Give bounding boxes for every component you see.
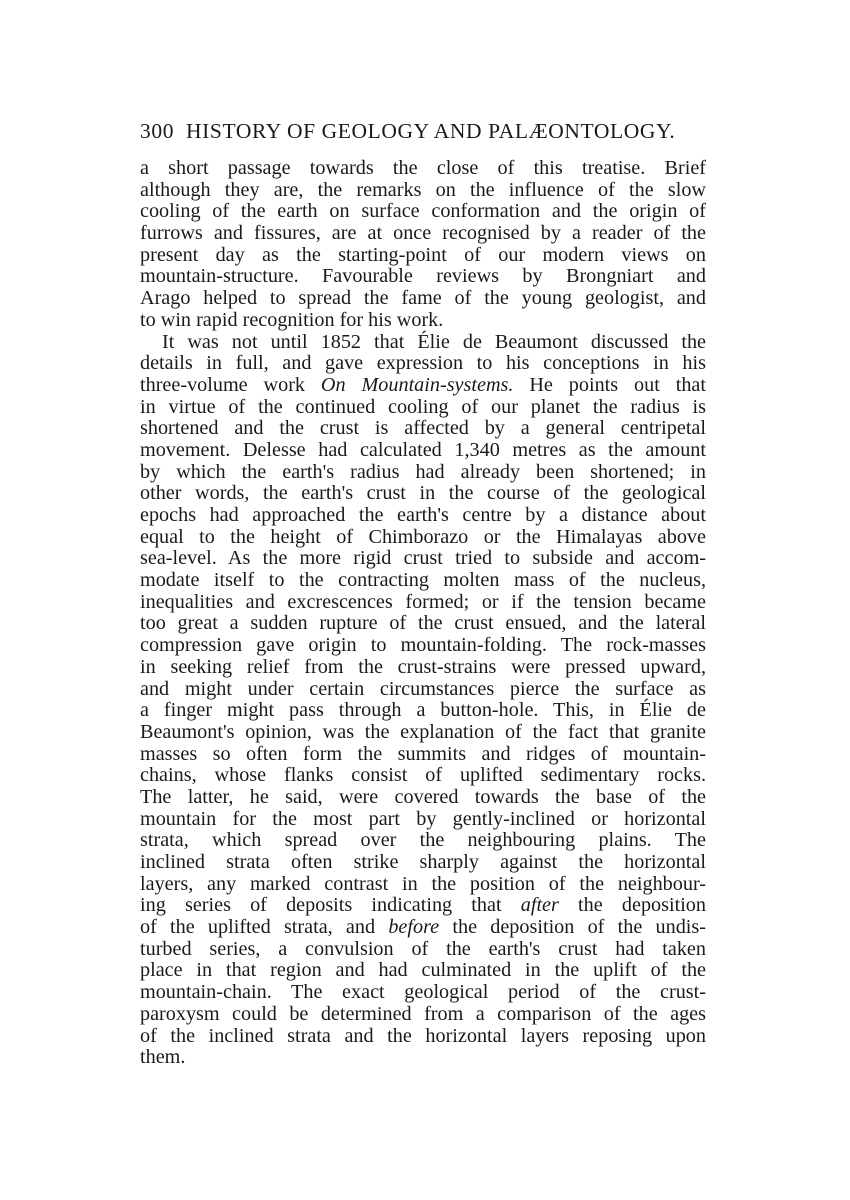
text-line bbox=[140, 765, 706, 787]
text-line bbox=[140, 722, 706, 744]
text-line bbox=[140, 266, 706, 288]
line-text: the deposition of the undis- bbox=[439, 916, 706, 939]
line-text: mountain-chain. The exact geological period of the crust- bbox=[140, 981, 706, 1004]
text-line bbox=[140, 613, 706, 635]
line-text: masses so often form the summits and ridges of mountain- bbox=[140, 742, 706, 765]
line-text: modate itself to the contracting molten mass of the nucleus, bbox=[140, 569, 706, 592]
line-text: mountain-structure. Favourable reviews by Brongniart and bbox=[140, 265, 706, 288]
text-line bbox=[140, 548, 706, 570]
text-line bbox=[140, 917, 706, 939]
text-line bbox=[140, 809, 706, 831]
line-text: Arago helped to spread the fame of the young geologist, and bbox=[140, 287, 706, 310]
italic-text: On Mountain-systems. bbox=[320, 373, 514, 396]
line-text: compression gave origin to mountain-folding. The rock-masses bbox=[140, 634, 706, 657]
line-text: of the inclined strata and the horizontal layers reposing upon bbox=[140, 1024, 706, 1047]
text-line bbox=[140, 310, 706, 332]
line-text: epochs had approached the earth's centre by a distance about bbox=[140, 504, 706, 526]
text-line bbox=[140, 418, 706, 440]
line-text: to win rapid recognition for his work. bbox=[140, 308, 444, 331]
text-line bbox=[140, 505, 706, 527]
text-line bbox=[140, 201, 706, 223]
line-text: It was not until 1852 that Élie de Beaumont discussed the bbox=[162, 330, 706, 353]
line-text: sea-level. As the more rigid crust tried to subside and accom- bbox=[140, 547, 706, 570]
text-line bbox=[140, 1047, 706, 1069]
text-line bbox=[140, 288, 706, 310]
line-text: inequalities and excrescences formed; or if the tension became bbox=[140, 590, 706, 613]
line-text: ing series of deposits indicating that bbox=[140, 894, 521, 917]
line-text: details in full, and gave expression to his conceptions in his bbox=[140, 352, 706, 375]
text-line bbox=[140, 397, 706, 419]
text-line bbox=[140, 939, 706, 961]
text-line bbox=[140, 527, 706, 549]
text-line bbox=[140, 158, 706, 180]
line-text: although they are, the remarks on the influence of the slow bbox=[140, 178, 706, 201]
text-line bbox=[140, 570, 706, 592]
line-text: layers, any marked contrast in the position of the neighbour- bbox=[140, 872, 706, 895]
line-text: cooling of the earth on surface conformation and the origin of bbox=[140, 200, 706, 223]
line-text: shortened and the crust is affected by a general centripetal bbox=[140, 417, 706, 440]
text-line bbox=[140, 874, 706, 896]
line-text: place in that region and had culminated in the uplift of the bbox=[140, 959, 706, 982]
line-text: too great a sudden rupture of the crust ensued, and the lateral bbox=[140, 612, 706, 635]
line-text: in virtue of the continued cooling of our planet the radius is bbox=[140, 395, 706, 418]
italic-text: after bbox=[520, 894, 559, 917]
line-text: furrows and fissures, are at once recognised by a reader of the bbox=[140, 222, 706, 245]
line-text: mountain for the most part by gently-inclined or horizontal bbox=[140, 807, 706, 830]
line-text: a finger might pass through a button-hole. This, in Élie de bbox=[140, 699, 706, 722]
line-text: Beaumont's opinion, was the explanation of the fact that granite bbox=[140, 720, 706, 743]
line-text: equal to the height of Chimborazo or the Himalayas above bbox=[140, 525, 706, 548]
text-line bbox=[140, 180, 706, 202]
line-text: of the uplifted strata, and bbox=[140, 916, 389, 939]
text-line bbox=[140, 245, 706, 267]
body-text bbox=[140, 158, 706, 1069]
text-line bbox=[140, 787, 706, 809]
line-text: The latter, he said, were covered towards the base of the bbox=[140, 785, 706, 808]
text-line bbox=[140, 700, 706, 722]
line-text: three-volume work bbox=[140, 373, 321, 396]
text-line bbox=[140, 1026, 706, 1048]
line-text: paroxysm could be determined from a comparison of the ages bbox=[140, 1002, 706, 1025]
text-line bbox=[140, 483, 706, 505]
line-text: by which the earth's radius had already been shortened; in bbox=[140, 460, 706, 483]
italic-text: before bbox=[388, 916, 440, 939]
line-text: movement. Delesse had calculated 1,340 metres as the amount bbox=[140, 438, 706, 461]
text-line bbox=[140, 635, 706, 657]
line-text: other words, the earth's crust in the course of the geological bbox=[140, 482, 706, 505]
text-line bbox=[140, 332, 706, 354]
line-text: turbed series, a convulsion of the earth's crust had taken bbox=[140, 937, 706, 960]
text-line bbox=[140, 852, 706, 874]
text-line bbox=[140, 744, 706, 766]
running-head bbox=[140, 118, 706, 144]
line-text: strata, which spread over the neighbouring plains. The bbox=[140, 829, 706, 852]
text-line bbox=[140, 830, 706, 852]
text-line bbox=[140, 462, 706, 484]
line-text: a short passage towards the close of this treatise. Brief bbox=[140, 157, 706, 179]
line-text: them. bbox=[140, 1046, 186, 1069]
text-line bbox=[140, 679, 706, 701]
line-text: and might under certain circumstances pierce the surface as bbox=[140, 677, 706, 700]
book-page bbox=[140, 118, 706, 1069]
text-line bbox=[140, 982, 706, 1004]
text-line bbox=[140, 1004, 706, 1026]
text-line bbox=[140, 657, 706, 679]
running-title: HISTORY OF GEOLOGY AND PALÆONTOLOGY. bbox=[186, 119, 676, 143]
line-text: chains, whose flanks consist of uplifted sedimentary rocks. bbox=[140, 764, 706, 787]
text-line bbox=[140, 375, 706, 397]
text-line bbox=[140, 223, 706, 245]
page-number: 300 bbox=[140, 119, 175, 143]
line-text: He points out that bbox=[513, 373, 706, 396]
line-text: present day as the starting-point of our modern views on bbox=[140, 243, 706, 266]
text-line bbox=[140, 895, 706, 917]
text-line bbox=[140, 440, 706, 462]
line-text: the deposition bbox=[558, 894, 706, 917]
text-line bbox=[140, 353, 706, 375]
text-line bbox=[140, 960, 706, 982]
line-text: in seeking relief from the crust-strains were pressed upward, bbox=[140, 655, 706, 678]
line-text: inclined strata often strike sharply against the horizontal bbox=[140, 851, 706, 873]
text-line bbox=[140, 592, 706, 614]
